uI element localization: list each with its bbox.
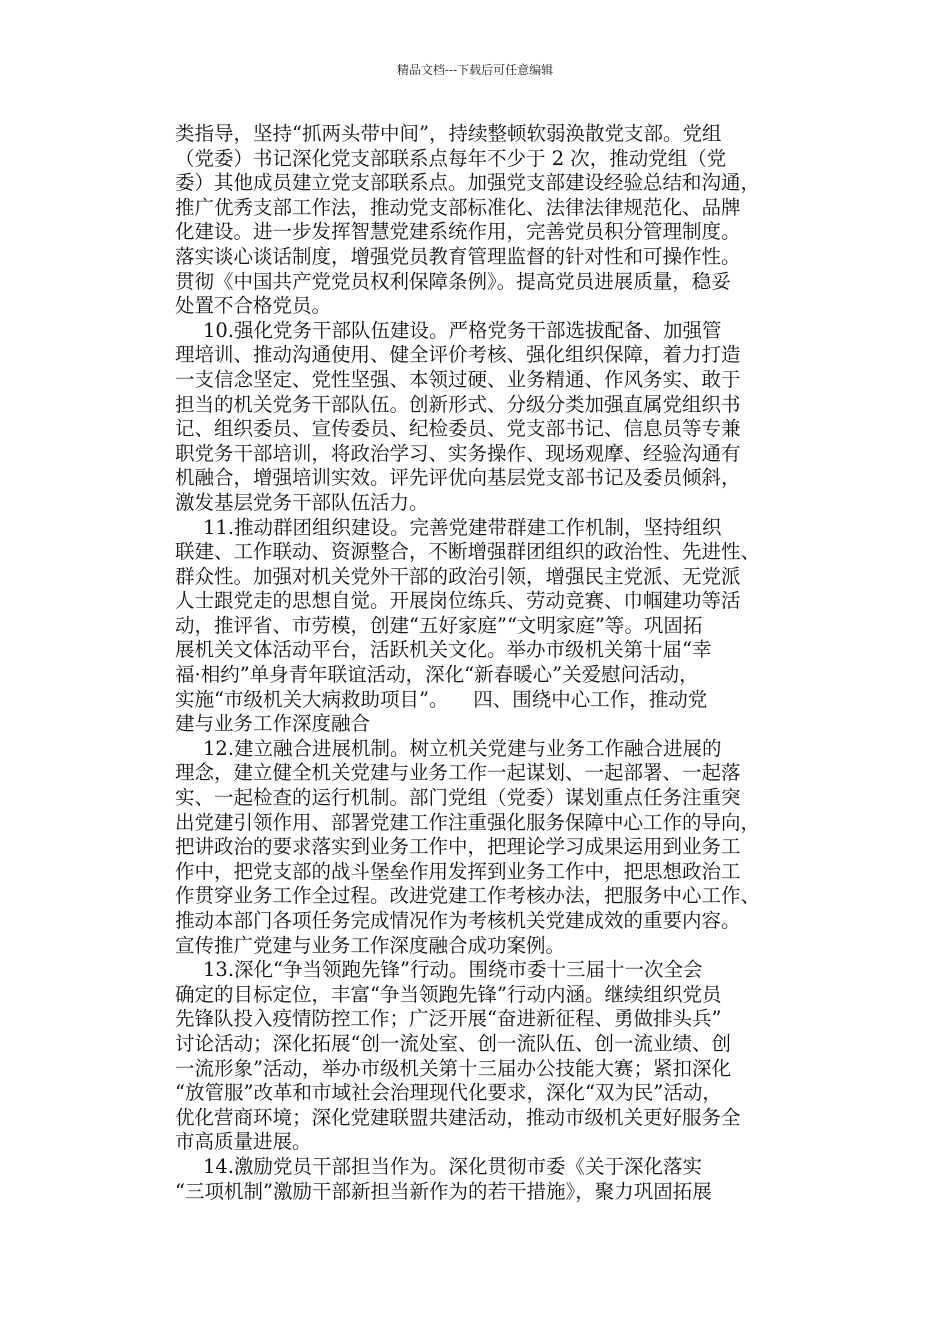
text-line: 展机关文体活动平台，活跃机关文化。举办市级机关第十届“幸 (175, 638, 712, 662)
text-line: 11.推动群团组织建设。完善党建带群建工作机制，坚持组织 (203, 515, 722, 539)
text-line: 机融合，增强培训实效。评先评优向基层党支部书记及委员倾斜， (175, 466, 741, 490)
text-line: 推广优秀支部工作法，推动党支部标准化、法律法律规范化、品牌 (175, 195, 741, 219)
text-line: 担当的机关党务干部队伍。创新形式、分级分类加强直属党组织书 (175, 392, 741, 416)
text-line: 一支信念坚定、党性坚强、本领过硬、业务精通、作风务实、敢于 (175, 367, 741, 391)
text-line: “放管服”改革和市域社会治理现代化要求，深化“双为民”活动， (175, 1081, 722, 1105)
text-line: 化建设。进一步发挥智慧党建系统作用，完善党员积分管理制度。 (175, 220, 741, 244)
text-line: 14.激励党员干部担当作为。深化贯彻市委《关于深化落实 (203, 1154, 703, 1178)
text-line: 市高质量进展。 (175, 1130, 312, 1154)
text-line: 理念，建立健全机关党建与业务工作一起谋划、一起部署、一起落 (175, 761, 741, 785)
page-header: 精品文档---下载后可任意编辑 (396, 63, 554, 77)
text-line: 福·相约”单身青年联谊活动，深化“新春暖心”关爱慰问活动， (175, 663, 699, 687)
text-line: 推动本部门各项任务完成情况作为考核机关党建成效的重要内容。 (175, 909, 741, 932)
text-line: 落实谈心谈话制度，增强党员教育管理监督的针对性和可操作性。 (175, 244, 741, 268)
text-line: 贯彻《中国共产党党员权利保障条例》。提高党员进展质量，稳妥 (175, 269, 731, 293)
text-line: 理培训、推动沟通使用、健全评价考核、强化组织保障，着力打造 (175, 343, 741, 367)
document-body (175, 122, 815, 1204)
text-line: 先锋队投入疫情防控工作；广泛开展“奋进新征程、勇做排头兵” (175, 1007, 722, 1031)
text-line: 职党务干部培训，将政治学习、实务操作、现场观摩、经验沟通有 (175, 441, 741, 465)
text-line: （党委）书记深化党支部联系点每年不少于 2 次，推动党组（党 (175, 146, 727, 170)
text-line: 群众性。加强对机关党外干部的政治引领，增强民主党派、无党派 (175, 564, 741, 588)
text-line: 12.建立融合进展机制。树立机关党建与业务工作融合进展的 (203, 736, 722, 760)
text-line: 作中，把党支部的战斗堡垒作用发挥到业务工作中，把思想政治工 (175, 859, 741, 883)
text-line: 委）其他成员建立党支部联系点。加强党支部建设经验总结和沟通， (175, 171, 761, 195)
text-line: “三项机制”激励干部新担当新作为的若干措施》，聚力巩固拓展 (175, 1179, 712, 1203)
text-line: 10.强化党务干部队伍建设。严格党务干部选拔配备、加强管 (203, 318, 722, 342)
text-line: 实、一起检查的运行机制。部门党组（党委）谋划重点任务注重突 (175, 786, 741, 810)
text-line: 确定的目标定位，丰富“争当领跑先锋”行动内涵。继续组织党员 (175, 982, 722, 1006)
text-line: 类指导，坚持“抓两头带中间”，持续整顿软弱涣散党支部。党组 (175, 122, 722, 145)
text-line: 联建、工作联动、资源整合，不断增强群团组织的政治性、先进性、 (175, 540, 761, 564)
text-line: 宣传推广党建与业务工作深度融合成功案例。 (175, 933, 566, 957)
text-line: 13.深化“争当领跑先锋”行动。围绕市委十三届十一次全会 (203, 958, 703, 982)
text-line: 记、组织委员、宣传委员、纪检委员、党支部书记、信息员等专兼 (175, 417, 741, 441)
text-line: 处置不合格党员。 (175, 294, 332, 318)
text-line: 实施“市级机关大病救助项目”。 四、围绕中心工作，推动党 (175, 687, 708, 711)
text-line: 人士跟党走的思想自觉。开展岗位练兵、劳动竞赛、巾帼建功等活 (175, 589, 741, 613)
text-line: 一流形象”活动，举办市级机关第十三届办公技能大赛；紧扣深化 (175, 1056, 731, 1080)
text-line: 建与业务工作深度融合 (175, 712, 371, 736)
text-line: 优化营商环境；深化党建联盟共建活动，推动市级机关更好服务全 (175, 1105, 741, 1129)
text-line: 激发基层党务干部队伍活力。 (175, 490, 429, 514)
text-line: 出党建引领作用、部署党建工作注重强化服务保障中心工作的导向， (175, 810, 761, 834)
text-line: 把讲政治的要求落实到业务工作中，把理论学习成果运用到业务工 (175, 835, 741, 859)
text-line: 作贯穿业务工作全过程。改进党建工作考核办法，把服务中心工作、 (175, 884, 761, 908)
text-line: 讨论活动；深化拓展“创一流处室、创一流队伍、创一流业绩、创 (175, 1031, 731, 1055)
text-line: 动，推评省、市劳模，创建“五好家庭”“文明家庭”等。巩固拓 (175, 613, 703, 637)
